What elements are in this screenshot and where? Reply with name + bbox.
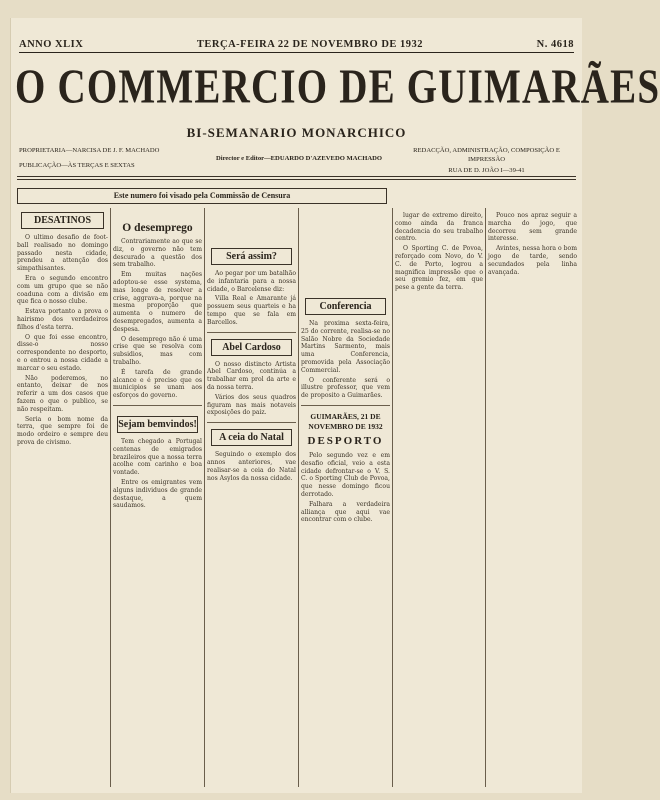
- publication-line: PUBLICAÇÃO—ÀS TERÇAS E SEXTAS: [19, 162, 135, 169]
- redaction-line: REDACÇÃO, ADMINISTRAÇÃO, COMPOSIÇÃO E IMPRESSÃO: [413, 147, 560, 163]
- column-4: [301, 208, 390, 787]
- desemprego-paragraph: Em muitas nações adoptou-se esse systema, mas longe de resolver a crise, aggrava-a, porque na mesma proporção que aumenta o numero de desempregados, aumenta a despesa.: [113, 271, 202, 333]
- desporto-paragraph: Falhara a verdadeira alliança que aqui vae encontrar com o clube.: [301, 500, 390, 524]
- desatinos-paragraph: Era o segundo encontro com um grupo que se não coaduna com a divisão em que fica o nosso clube.: [17, 274, 108, 306]
- issue-number: N. 4618: [536, 39, 574, 50]
- abel-cardoso-title: Abel Cardoso: [211, 339, 292, 356]
- column-1: [17, 208, 108, 787]
- column-3: [207, 208, 296, 787]
- abel-cardoso-paragraph: Vários dos seus quadros figuram nas mais notaveis exposições do paiz.: [207, 393, 296, 417]
- redaction-info: [399, 146, 574, 175]
- column-6-paragraph: Pouco nos apraz seguir a marcha do jogo, que decorreu sem grande interesse.: [488, 212, 577, 243]
- desporto-paragraph: Pelo segundo vez e em desafio oficial, veio a esta cidade defrontar-se o V. S. C. o Sporting Club de Povoa, que nesse domingo ficou derrotado.: [301, 451, 390, 498]
- issue-label: ANNO XLIX: [19, 39, 84, 50]
- ceia-natal-title: A ceia do Natal: [211, 429, 292, 446]
- column-6: [488, 208, 577, 787]
- sejam-bemvindos-title: Sejam bemvindos!: [117, 416, 198, 433]
- desemprego-paragraph: O desemprego não é uma crise que se resolva com subsidios, mas com trabalho.: [113, 335, 202, 366]
- desatinos-paragraph: Seria o bom nome da terra, que sempre foi de modo ordeiro e sempre deu prova de civismo.: [17, 415, 108, 446]
- censorship-notice: Este numero foi visado pela Commissão de Censura: [17, 188, 387, 204]
- newspaper-page: [10, 18, 660, 793]
- sera-assim-paragraph: Ao pegar por um batalhão de infantaria para a nossa cidade, o Barcelense diz:: [207, 270, 296, 293]
- desatinos-paragraph: O que foi esse encontro, disse-o nosso correspondente no desporto, e o entrou a nossa cidade a marcar o seu estado.: [17, 333, 108, 372]
- column-2: [113, 208, 202, 787]
- abel-cardoso-paragraph: O nosso distincto Artista Abel Cardoso, continúa a trabalhar em prol da arte e da nossa terra.: [207, 360, 296, 391]
- address-line: RUA DE D. JOÃO I—39-41: [448, 167, 525, 174]
- bemvindos-paragraph: Tem chegado a Portugal centenas de emigrados brazileiros que a nossa terra acolhe com carinho e boa vontade.: [113, 437, 202, 477]
- bemvindos-paragraph: Entre os emigrantes vem alguns individuos de grande destaque, a quem saudamos.: [113, 478, 202, 510]
- desemprego-paragraph: É tarefa de grande alcance e é preciso que os municipios se unam aos esforços do governo.: [113, 368, 202, 400]
- desporto-title: DESPORTO: [307, 434, 384, 447]
- sera-assim-title: Será assim?: [211, 248, 292, 265]
- column-5-paragraph: O Sporting C. de Povoa, reforçado com Novo, do V. C. de Porto, logrou a magnifica impressão que o seu gremio fez, em que pese a gente da terra.: [395, 245, 483, 292]
- conferencia-paragraph: Na proxima sexta-feira, 25 do corrente, realisa-se no Salão Nobre da Sociedade Martins Sarmento, mais uma Conferencia, promovida pela Associação Commercial.: [301, 320, 390, 374]
- header-rule: [17, 176, 576, 177]
- ceia-natal-paragraph: Seguindo o exemplo dos annos anteriores, vae realisar-se a ceia do Natal nos Asylos da nossa cidade.: [207, 451, 296, 482]
- column-5-paragraph: lugar de extremo direito, como ainda da franca decadencia do seu trabalho centro.: [395, 212, 483, 243]
- header-rule-2: [17, 179, 576, 180]
- director-line: Director e Editor—EDUARDO D'AZEVEDO MACHADO: [215, 155, 383, 162]
- desatinos-paragraph: Estava portanto a prova o hairismo dos verdadeiros filhos d'esta terra.: [17, 308, 108, 331]
- columns: [17, 208, 576, 787]
- column-6-paragraph: Avintes, nessa hora o bom jogo de tarde, sendo secundados pela linha avançada.: [488, 245, 577, 276]
- masthead-title: O COMMERCIO DE GUIMARÃES: [15, 59, 660, 114]
- column-5: [395, 208, 483, 787]
- dateline-bar: [19, 28, 574, 50]
- owner-info: [19, 146, 189, 170]
- conferencia-paragraph: O conferente será o illustre professor, que vem de proposito a Guimarães.: [301, 376, 390, 400]
- desatinos-title: DESATINOS: [21, 212, 104, 229]
- desemprego-title: O desemprego: [122, 222, 193, 234]
- desporto-dateline: GUIMARÃES, 21 DE NOVEMBRO DE 1932: [308, 411, 383, 431]
- issue-date: TERÇA-FEIRA 22 DE NOVEMBRO DE 1932: [196, 39, 424, 50]
- sera-assim-paragraph: Villa Real e Amarante já possuem seus quarteis e ha tempo que se fala em Barcellos.: [207, 295, 296, 326]
- desatinos-paragraph: Não poderemos, no entanto, deixar de nos referir a um dos casos que fazem o que o publico, se não respeitam.: [17, 374, 108, 413]
- masthead-subtitle: BI-SEMANARIO MONARCHICO: [186, 125, 407, 140]
- desemprego-paragraph: Contrariamente ao que se diz, o governo não tem descurado a questão dos sem trabalho.: [113, 238, 202, 269]
- desatinos-paragraph: O ultimo desafio de foot-ball realisado no domingo passado nesta cidade, prendeu a attenção dos simpathisantes.: [17, 234, 108, 273]
- owner-line: PROPRIETARIA—NARCISA DE J. F. MACHADO: [19, 147, 160, 154]
- conferencia-title: Conferencia: [305, 298, 386, 315]
